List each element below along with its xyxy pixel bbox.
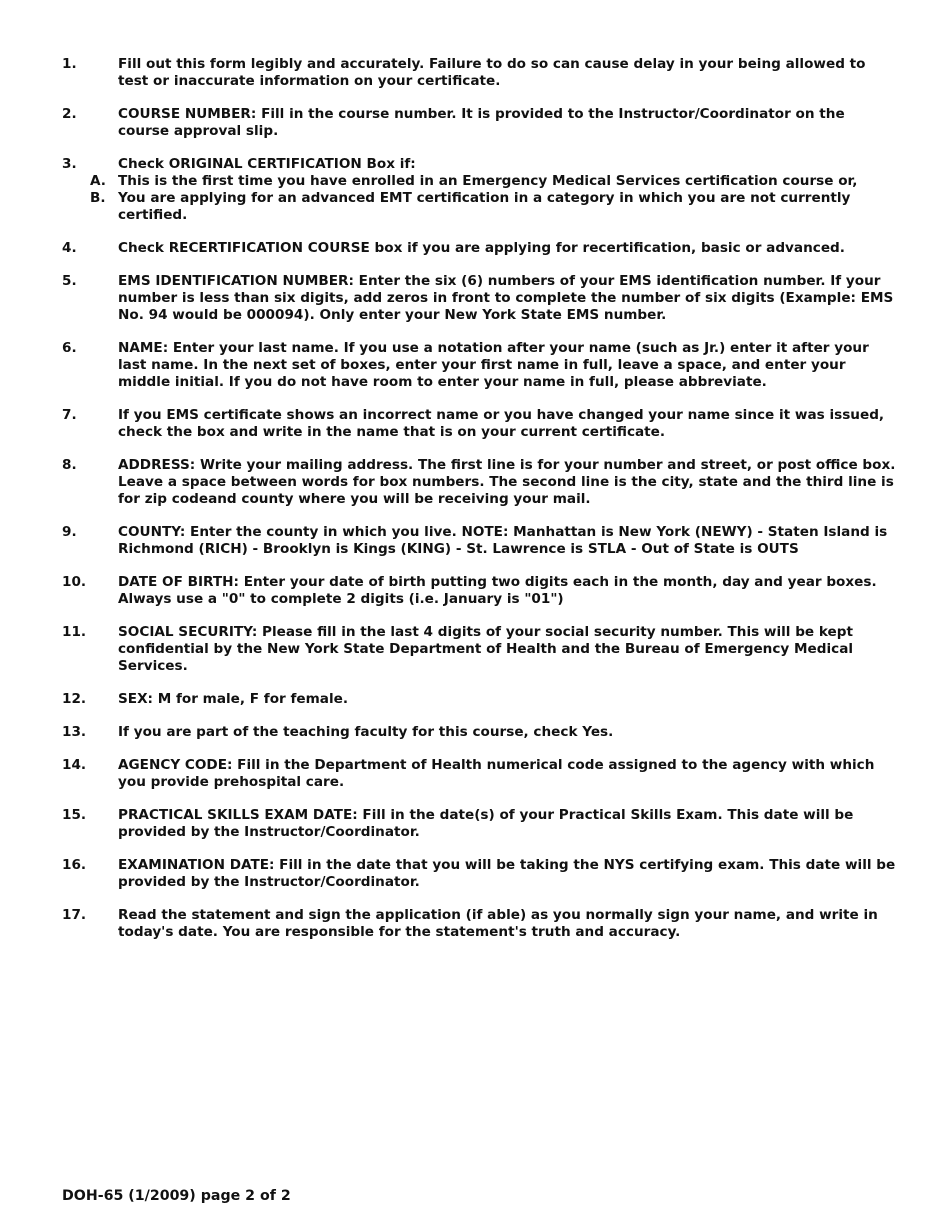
list-item-9: [62, 524, 897, 558]
item-text: If you EMS certificate shows an incorrect name or you have changed your name since it was issued, check the box and write in the name that is on your current certificate.: [118, 407, 885, 440]
item-text: Check ORIGINAL CERTIFICATION Box if:: [118, 156, 416, 172]
list-item-15: [62, 807, 897, 841]
item-number: 11.: [62, 624, 87, 640]
list-item-3: [62, 156, 897, 173]
sub-item-b: [90, 190, 897, 224]
sub-item-a: [90, 173, 897, 190]
list-item-1: [62, 56, 897, 90]
list-item-4: [62, 240, 897, 257]
item-text: COURSE NUMBER: Fill in the course number. It is provided to the Instructor/Coordinator on the course approval slip.: [118, 106, 845, 139]
item-number: 17.: [62, 907, 87, 923]
item-number: 1.: [62, 56, 77, 72]
item-number: 13.: [62, 724, 87, 740]
list-item-12: [62, 691, 897, 708]
item-text: PRACTICAL SKILLS EXAM DATE: Fill in the date(s) of your Practical Skills Exam. This date will be provided by the Instructor/Coordinator.: [118, 807, 854, 840]
list-item-16: [62, 857, 897, 891]
item-3-body: [118, 156, 897, 173]
item-number: 6.: [62, 340, 77, 356]
item-text: ADDRESS: Write your mailing address. The first line is for your number and street, or post office box. Leave a space between words for box numbers. The second line is the city, state and the third line is for zip codeand county where you will be receiving your mail.: [118, 457, 896, 507]
item-text: SOCIAL SECURITY: Please fill in the last 4 digits of your social security number. This will be kept confidential by the New York State Department of Health and the Bureau of Emergency Medical Services.: [118, 624, 854, 674]
item-text: Fill out this form legibly and accurately. Failure to do so can cause delay in your being allowed to test or inaccurate information on your certificate.: [118, 56, 866, 89]
sub-item-letter: B.: [90, 190, 106, 206]
item-text: COUNTY: Enter the county in which you live. NOTE: Manhattan is New York (NEWY) - Staten Island is Richmond (RICH) - Brooklyn is Kings (KING) - St. Lawrence is STLA - Out of State is OUTS: [118, 524, 888, 557]
list-item-13: [62, 724, 897, 741]
list-item-8: [62, 457, 897, 508]
item-text: EXAMINATION DATE: Fill in the date that you will be taking the NYS certifying exam. This date will be provided by the Instructor/Coordinator.: [118, 857, 896, 890]
item-3-sublist: [90, 173, 897, 224]
instructions-list: [62, 56, 897, 957]
item-number: 9.: [62, 524, 77, 540]
item-number: 10.: [62, 574, 87, 590]
list-item-10: [62, 574, 897, 608]
sub-item-text: This is the first time you have enrolled in an Emergency Medical Services certification course or,: [118, 173, 858, 189]
list-item-2: [62, 106, 897, 140]
list-item-5: [62, 273, 897, 324]
sub-item-letter: A.: [90, 173, 106, 189]
item-text: AGENCY CODE: Fill in the Department of Health numerical code assigned to the agency with which you provide prehospital care.: [118, 757, 875, 790]
list-item-6: [62, 340, 897, 391]
item-number: 7.: [62, 407, 77, 423]
item-number: 3.: [62, 156, 77, 172]
form-footer: DOH-65 (1/2009) page 2 of 2: [62, 1188, 291, 1204]
item-number: 14.: [62, 757, 87, 773]
item-text: SEX: M for male, F for female.: [118, 691, 349, 707]
item-text: NAME: Enter your last name. If you use a notation after your name (such as Jr.) enter it after your last name. In the next set of boxes, enter your first name in full, leave a space, and enter your middle initial. If you do not have room to enter your name in full, please abbreviate.: [118, 340, 869, 390]
sub-item-text: You are applying for an advanced EMT certification in a category in which you are not currently certified.: [118, 190, 851, 223]
item-text: EMS IDENTIFICATION NUMBER: Enter the six (6) numbers of your EMS identification number. If your number is less than six digits, add zeros in front to complete the number of six digits (Example: EMS No. 94 would be 000094). Only enter your New York State EMS number.: [118, 273, 894, 323]
item-text: Read the statement and sign the application (if able) as you normally sign your name, and write in today's date. You are responsible for the statement's truth and accuracy.: [118, 907, 878, 940]
list-item-14: [62, 757, 897, 791]
item-number: 15.: [62, 807, 87, 823]
list-item-7: [62, 407, 897, 441]
item-number: 5.: [62, 273, 77, 289]
item-number: 16.: [62, 857, 87, 873]
item-number: 8.: [62, 457, 77, 473]
list-item-17: [62, 907, 897, 941]
item-text: DATE OF BIRTH: Enter your date of birth putting two digits each in the month, day and year boxes. Always use a "0" to complete 2 digits (i.e. January is "01"): [118, 574, 877, 607]
list-item-11: [62, 624, 897, 675]
item-number: 4.: [62, 240, 77, 256]
item-text: Check RECERTIFICATION COURSE box if you are applying for recertification, basic or advanced.: [118, 240, 845, 256]
item-number: 2.: [62, 106, 77, 122]
item-text: If you are part of the teaching faculty for this course, check Yes.: [118, 724, 614, 740]
item-number: 12.: [62, 691, 87, 707]
